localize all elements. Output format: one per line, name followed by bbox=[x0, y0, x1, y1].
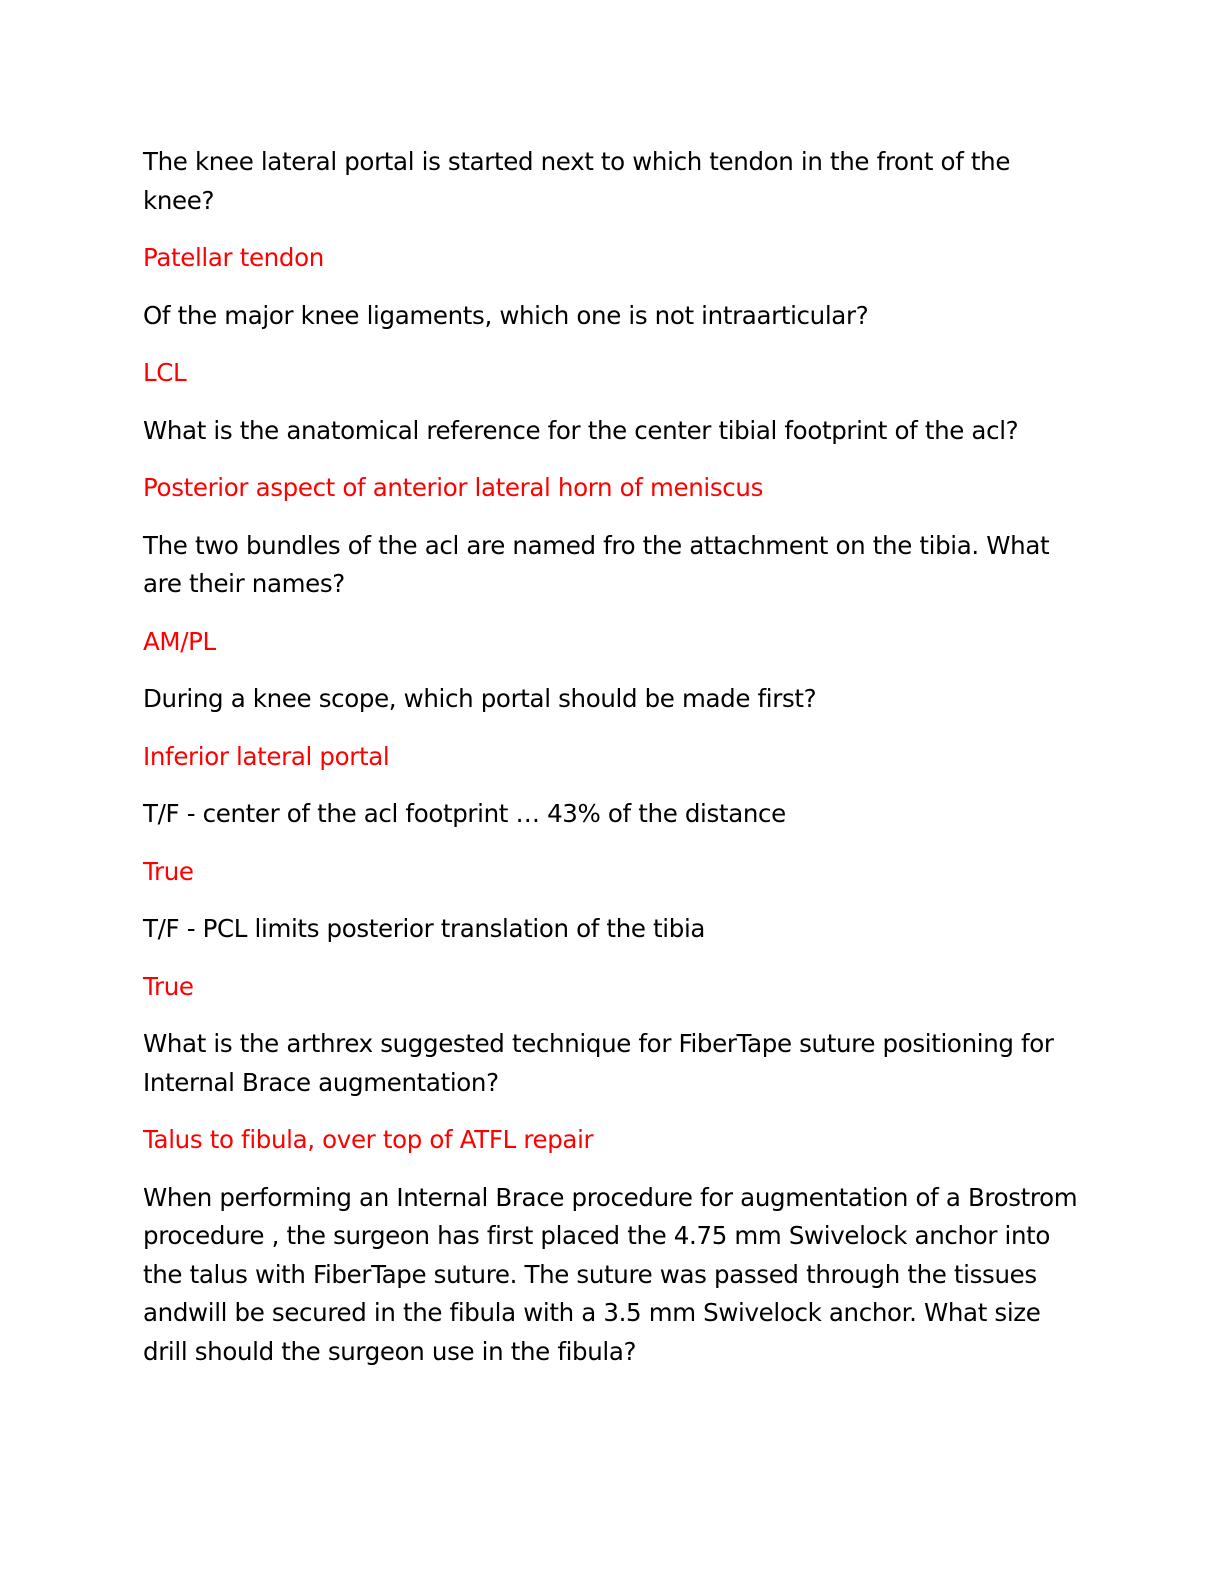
answer-6: True bbox=[143, 856, 194, 886]
answer-4: AM/PL bbox=[143, 626, 216, 656]
answer-5: Inferior lateral portal bbox=[143, 741, 390, 771]
answer-8: Talus to fibula, over top of ATFL repair bbox=[143, 1125, 594, 1154]
answer-3: Posterior aspect of anterior lateral horn of meniscus bbox=[143, 473, 763, 502]
answer-7: True bbox=[143, 971, 194, 1001]
question-1: The knee lateral portal is started next to which tendon in the front of the knee? bbox=[143, 147, 1011, 215]
question-2: Of the major knee ligaments, which one is not intraarticular? bbox=[143, 300, 869, 330]
document-page bbox=[143, 143, 1083, 1390]
question-7: T/F - PCL limits posterior translation of the tibia bbox=[143, 914, 706, 943]
question-6: T/F - center of the acl footprint … 43% of the distance bbox=[143, 799, 786, 828]
answer-1: Patellar tendon bbox=[143, 243, 324, 272]
question-3: What is the anatomical reference for the center tibial footprint of the acl? bbox=[143, 415, 1019, 445]
answer-2: LCL bbox=[143, 358, 187, 387]
final-question: When performing an Internal Brace procedure for augmentation of a Brostrom procedure , the surgeon has first placed the 4.75 mm Swivelock anchor into the talus with FiberTape suture. The suture was passed through the tissues andwill be secured in the fibula with a 3.5 mm Swivelock anchor. What size drill should the surgeon use in the fibula? bbox=[143, 1182, 1078, 1366]
question-4: The two bundles of the acl are named fro the attachment on the tibia. What are their names? bbox=[143, 530, 1050, 598]
question-8: What is the arthrex suggested technique for FiberTape suture positioning for Internal Brace augmentation? bbox=[143, 1029, 1054, 1097]
question-5: During a knee scope, which portal should be made first? bbox=[143, 684, 817, 713]
